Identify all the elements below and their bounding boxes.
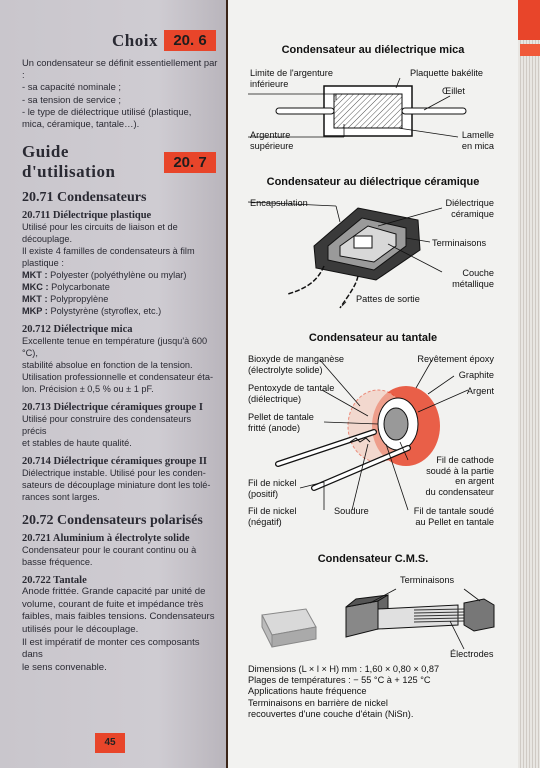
ceramique-label-dielectrique: Diélectrique céramique — [445, 198, 494, 219]
figure-cms — [228, 553, 518, 663]
tantale-label-fil-negatif: Fil de nickel (négatif) — [248, 506, 297, 527]
text-line: utilisés pour le découplage. — [22, 624, 139, 635]
text-line: Un condensateur se définit essentiellement par : — [22, 57, 218, 81]
figure-title: Condensateur au diélectrique mica — [281, 44, 465, 56]
heading-aluminium: 20.721 Aluminium à électrolyte solide — [22, 533, 190, 545]
text-line: Condensateur pour le courant continu ou à — [22, 545, 197, 556]
text-line: mica, céramique, tantale…). — [22, 118, 140, 130]
mica-label-plaquette: Plaquette bakélite — [410, 68, 484, 78]
family-item — [22, 281, 218, 293]
text-line: Utilisé pour les circuits de liaison et de découplage. — [22, 222, 178, 245]
figure-title: Condensateur au tantale — [308, 332, 438, 344]
family-item — [22, 305, 218, 317]
tantale-label-bioxyde: Bioxyde de manganèse (électrolyte solide) — [248, 354, 345, 375]
right-page — [228, 0, 518, 768]
text-line: stabilité absolue en fonction de la tension. — [22, 360, 193, 371]
text-line: lon. Précision ± 0,5 % ou ± 1 pF. — [22, 384, 154, 395]
text-line: Il existe 4 familles de condensateurs à film plastique : — [22, 246, 195, 269]
heading-plastique: 20.711 Diélectrique plastique — [22, 210, 152, 222]
cms-label-terminaisons: Terminaisons — [400, 575, 455, 585]
text-line: Anode frittée. Grande capacité par unité de — [22, 586, 206, 598]
page-number: 45 — [95, 733, 125, 753]
left-page — [0, 0, 226, 768]
ceramique-label-couche: Couche métallique — [452, 268, 494, 289]
figure-ceramique — [228, 176, 518, 316]
tantale-label-fil-positif: Fil de nickel (positif) — [248, 478, 297, 499]
cms-specs — [248, 664, 439, 720]
family-code: MKT : — [22, 294, 48, 305]
text-line: - le type de diélectrique utilisé (plastique, — [22, 105, 192, 117]
text-line: Utilisé pour construire des condensateurs précis — [22, 414, 192, 437]
tantale-text — [22, 586, 218, 674]
ceramique-label-encapsulation: Encapsulation — [250, 198, 308, 208]
book-page-edges — [518, 0, 540, 768]
heading-polarises: 20.72 Condensateurs polarisés — [22, 513, 203, 529]
section-guide-title: Guide d'utilisation — [22, 142, 116, 182]
tantale-label-pellet: Pellet de tantale fritté (anode) — [248, 412, 314, 433]
ceramique-label-pattes: Pattes de sortie — [356, 294, 420, 304]
ceramique-2-text — [22, 467, 218, 503]
text-line: faibles, mais faibles tensions. Condensateurs — [22, 611, 215, 623]
text-line: sateurs de découplage miniature dont les tolé- — [22, 480, 211, 491]
section-choix-number: 20. 6 — [164, 30, 216, 51]
tantale-label-fil-cathode: Fil de cathode soudé à la partie en argent du condensateur — [425, 455, 494, 497]
family-desc: Polypropylène — [50, 294, 109, 305]
spec-line: Plages de températures : − 55 °C à + 125 °C — [248, 675, 431, 686]
family-code: MKC : — [22, 282, 49, 293]
mica-label-argenture: Argenture supérieure — [250, 130, 294, 151]
heading-mica: 20.712 Diélectrique mica — [22, 324, 133, 336]
heading-tantale: 20.722 Tantale — [22, 575, 87, 587]
aluminium-text — [22, 544, 218, 568]
ceramique-label-terminaisons: Terminaisons — [432, 238, 487, 248]
heading-ceramique-2: 20.714 Diélectrique céramiques groupe II — [22, 456, 207, 468]
figure-title: Condensateur au diélectrique céramique — [266, 176, 480, 188]
text-line: rances sont larges. — [22, 492, 100, 503]
heading-condensateurs: 20.71 Condensateurs — [22, 190, 147, 206]
tantale-label-soudure: Soudure — [334, 506, 369, 516]
spec-line: recouvertes d'une couche d'étain (NiSn). — [248, 708, 414, 719]
tantale-label-argent: Argent — [466, 386, 494, 396]
family-code: MKT : — [22, 270, 48, 281]
tantale-label-graphite: Graphite — [458, 370, 494, 380]
ceramique-1-text — [22, 413, 218, 449]
section-choix-title: Choix — [112, 30, 158, 50]
mica-text — [22, 335, 218, 395]
text-line: Il est impératif de monter ces composants dans — [22, 636, 200, 661]
section-choix-header — [22, 30, 216, 51]
family-item — [22, 293, 218, 305]
text-line: Excellente tenue en température (jusqu'à 600 °C), — [22, 336, 208, 359]
text-line: - sa capacité nominale ; — [22, 81, 122, 93]
tantale-label-epoxy: Revêtement époxy — [417, 354, 494, 364]
thumb-index-tab — [520, 44, 540, 56]
figure-mica — [228, 44, 518, 164]
text-line: - sa tension de service ; — [22, 93, 122, 105]
figure-tantale — [228, 332, 518, 537]
cms-label-electrodes: Électrodes — [450, 649, 494, 659]
family-desc: Polyester (polyéthylène ou mylar) — [50, 270, 187, 281]
text-line: volume, courant de fuite et impédance très — [22, 598, 204, 610]
choix-paragraph — [22, 57, 218, 130]
mica-label-oeillet: Œillet — [442, 86, 465, 96]
mica-label-lamelle: Lamelle en mica — [461, 130, 494, 151]
cms-diagram — [228, 553, 518, 663]
tantale-label-fil-tantale: Fil de tantale soudé au Pellet en tantale — [413, 506, 494, 527]
figure-title: Condensateur C.M.S. — [317, 553, 429, 565]
tantale-label-pentoxyde: Pentoxyde de tantale (diélectrique) — [248, 383, 335, 404]
section-guide-header — [22, 142, 216, 182]
text-line: Utilisation professionnelle et condensateur éta- — [22, 372, 214, 383]
family-code: MKP : — [22, 306, 48, 317]
section-guide-number: 20. 7 — [164, 152, 216, 173]
text-line: Diélectrique instable. Utilisé pour les conden- — [22, 468, 206, 479]
mica-label-limite: Limite de l'argenture inférieure — [250, 68, 333, 89]
text-line: le sens convenable. — [22, 661, 107, 673]
family-desc: Polycarbonate — [51, 282, 110, 293]
thumb-index-tab — [518, 0, 540, 40]
text-line: basse fréquence. — [22, 557, 93, 568]
plastique-text — [22, 221, 218, 317]
spec-line: Dimensions (L × l × H) mm : 1,60 × 0,80 × 0,87 — [248, 664, 440, 674]
family-item — [22, 269, 218, 281]
family-desc: Polystyrène (styroflex, etc.) — [50, 306, 162, 317]
heading-ceramique-1: 20.713 Diélectrique céramiques groupe I — [22, 402, 203, 414]
spec-line: Terminaisons en barrière de nickel — [248, 697, 388, 708]
text-line: et stables de haute qualité. — [22, 438, 132, 449]
spec-line: Applications haute fréquence — [248, 686, 367, 697]
